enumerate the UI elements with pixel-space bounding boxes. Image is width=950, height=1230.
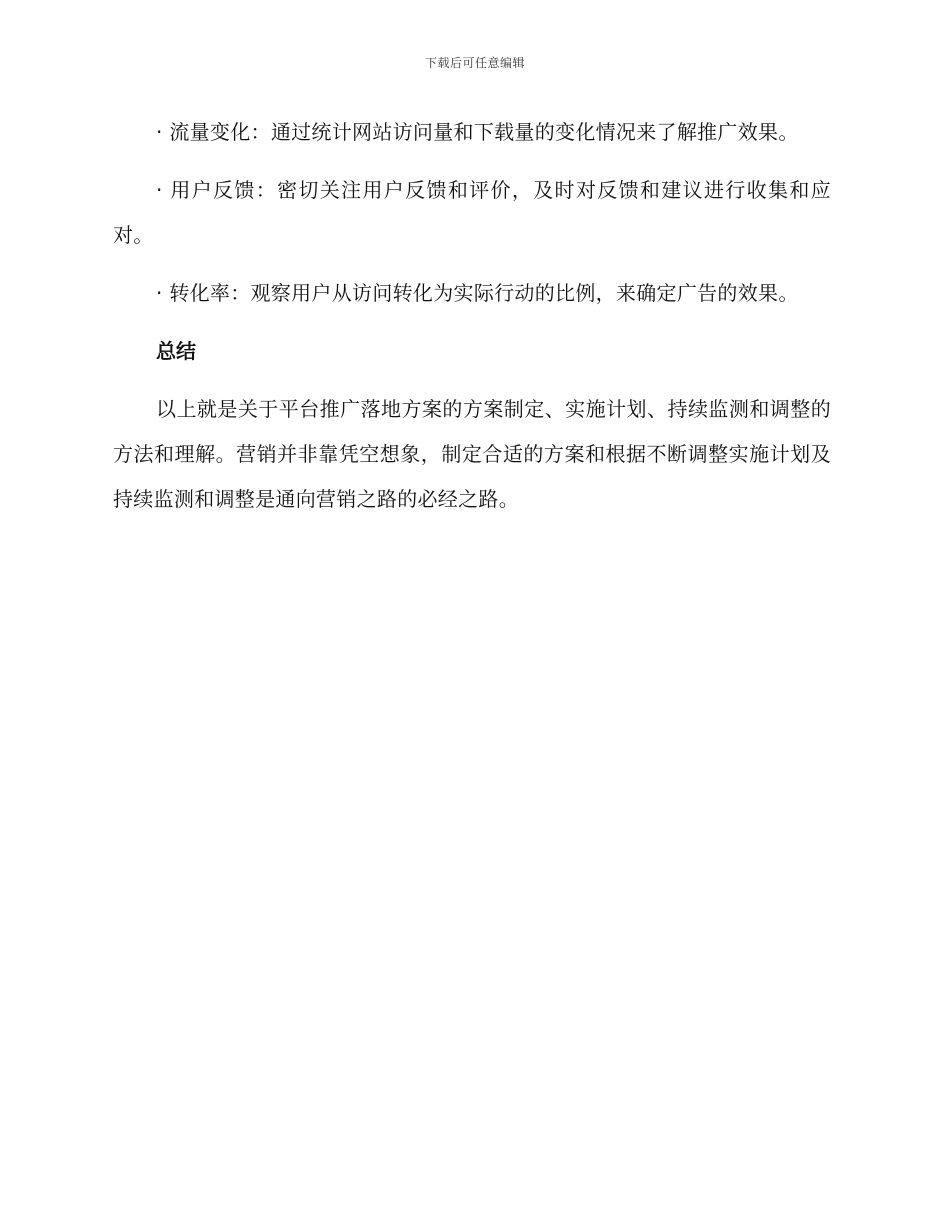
bullet-conversion-rate: · 转化率：观察用户从访问转化为实际行动的比例，来确定广告的效果。 xyxy=(156,281,799,305)
summary-paragraph: 以上就是关于平台推广落地方案的方案制定、实施计划、持续监测和调整的方法和理解。营销并非靠凭空想象，制定合适的方案和根据不断调整实施计划及持续监测和调整是通向营销之路的必经之路。 xyxy=(113,397,831,511)
bullet-user-feedback: · 用户反馈：密切关注用户反馈和评价，及时对反馈和建议进行收集和应对。 xyxy=(113,178,831,247)
document-body xyxy=(113,110,831,535)
page-header: 下载后可任意编辑 xyxy=(424,56,525,70)
summary-heading: 总结 xyxy=(156,339,196,363)
bullet-traffic-change: · 流量变化：通过统计网站访问量和下载量的变化情况来了解推广效果。 xyxy=(156,120,799,144)
